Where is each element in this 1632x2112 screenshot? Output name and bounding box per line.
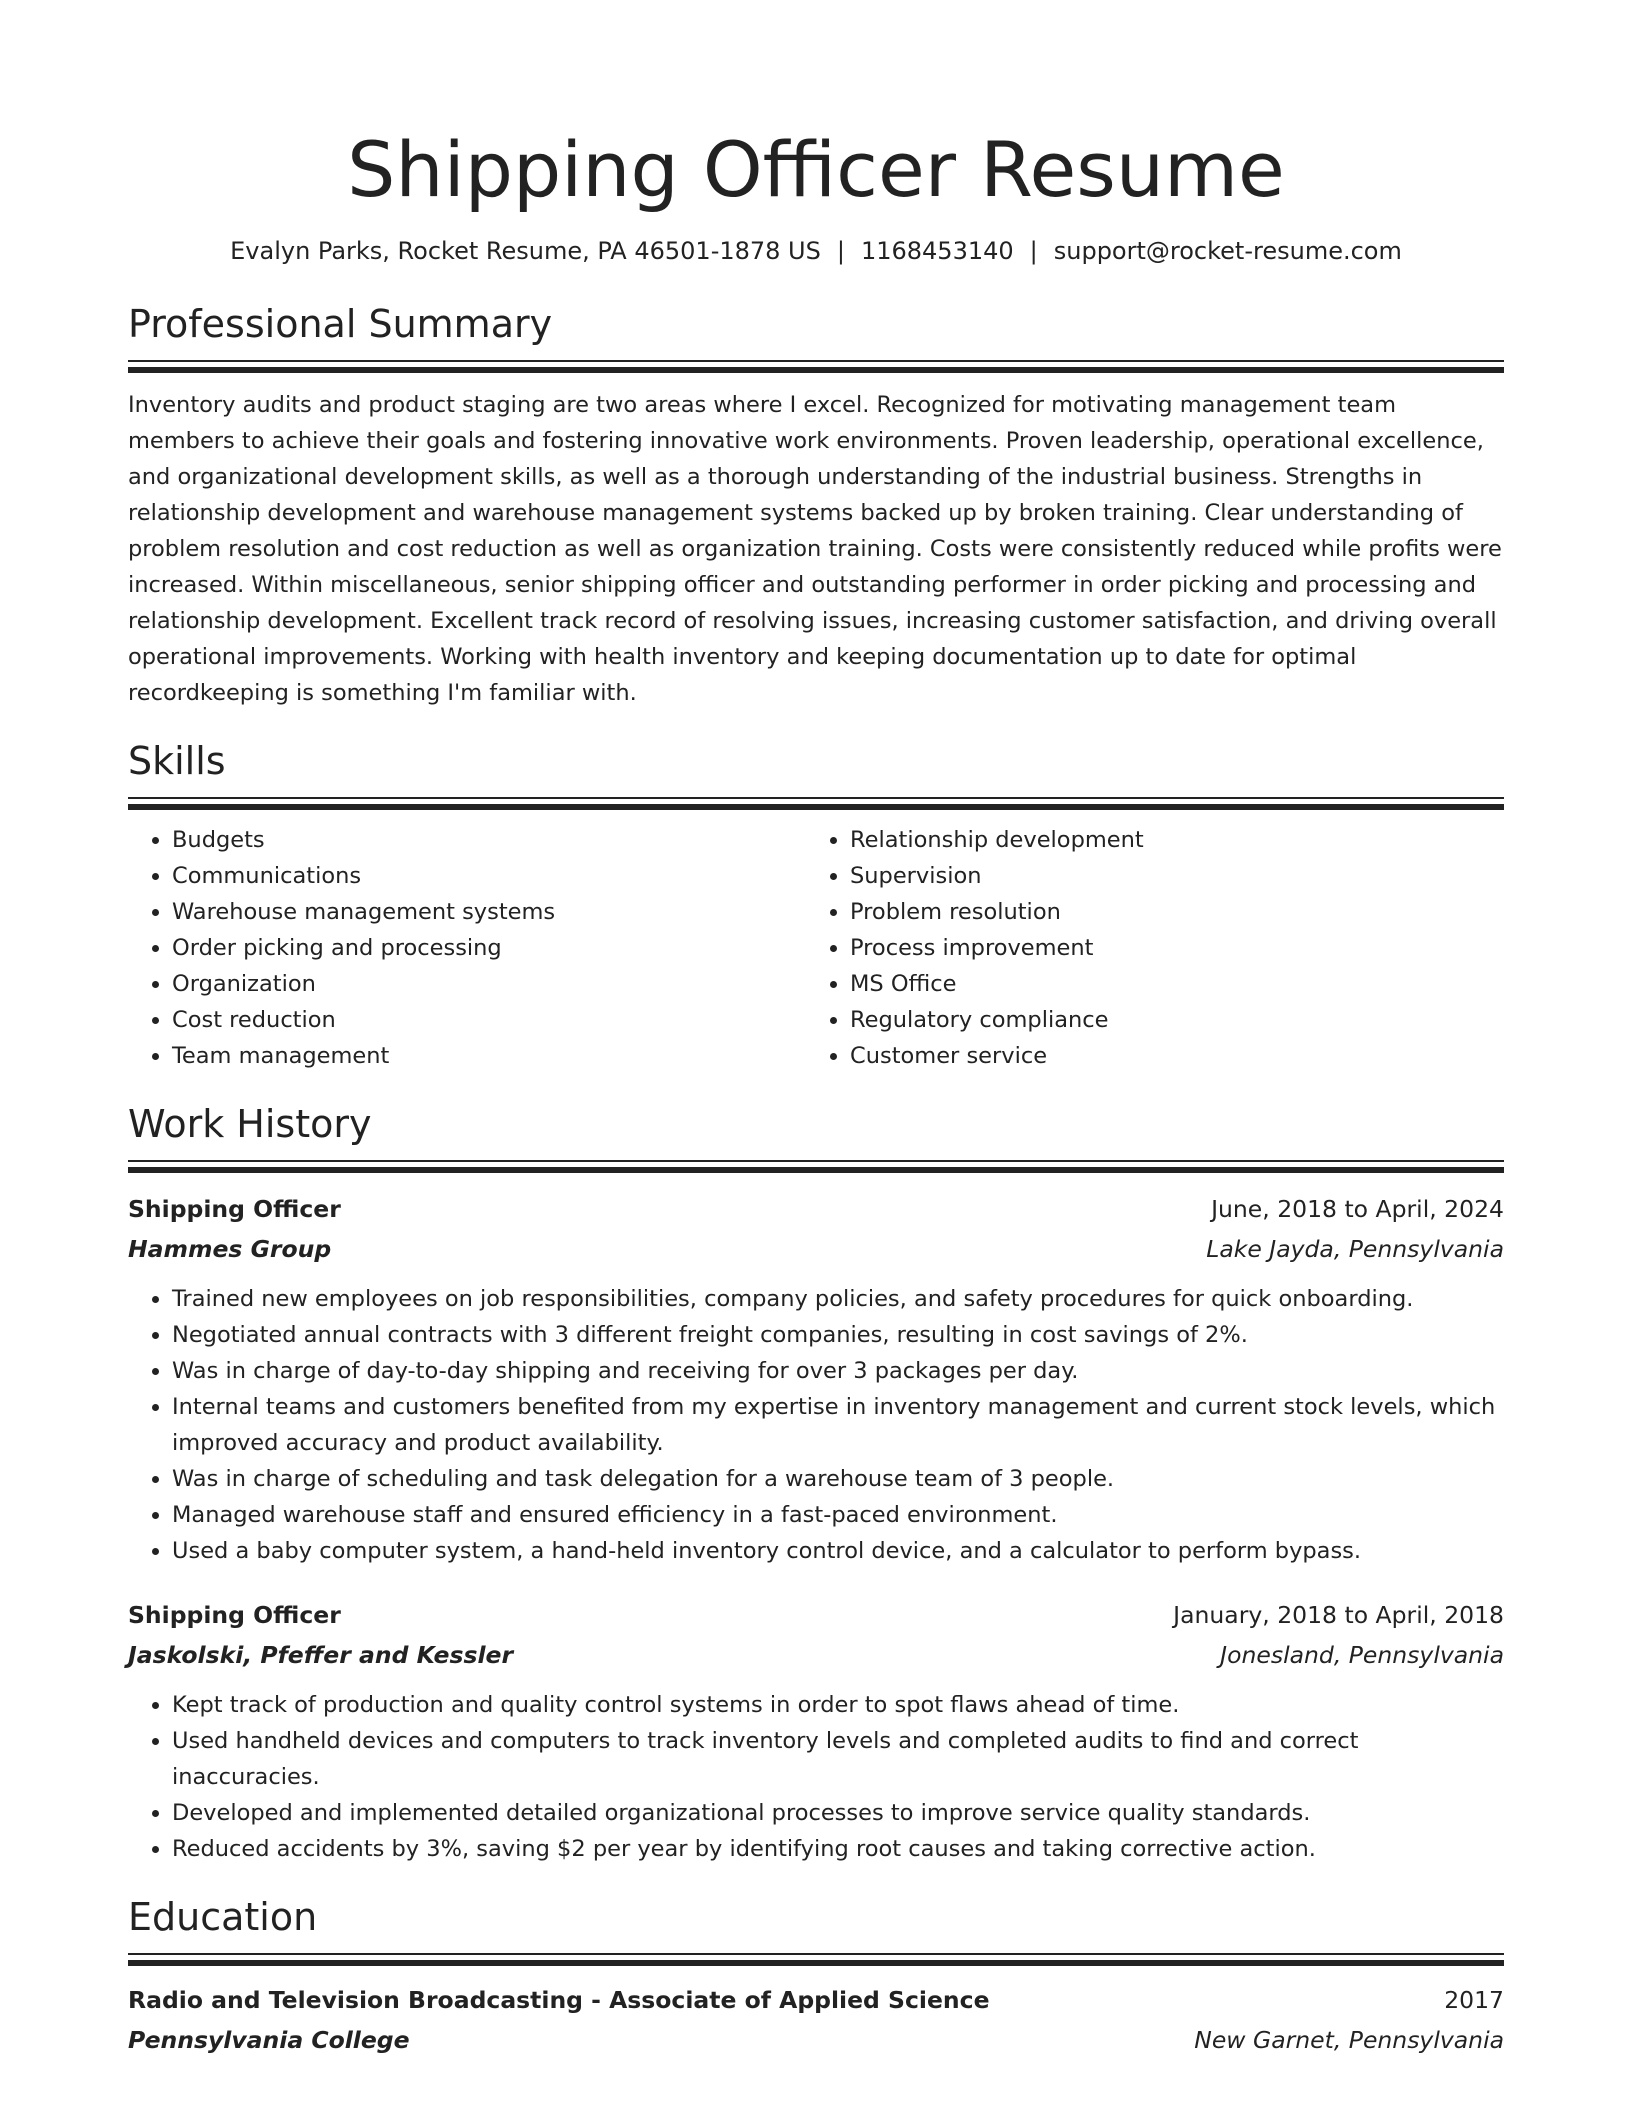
summary-text: Inventory audits and product staging are two areas where I excel. Recognized for motivating management team members to achieve their goals and fostering innovative work environments. Proven leadership, operational excellence, and organizational development skills, as well as a thorough understanding of the industrial business. Strengths in relationship development and warehouse management systems backed up by broken training. Clear understanding of problem resolution and cost reduction as well as organization training. Costs were consistently reduced while profits were increased. Within miscellaneous, senior shipping officer and outstanding performer in order picking and processing and relationship development. Excellent track record of resolving issues, increasing customer satisfaction, and driving overall operational improvements. Working with health inventory and keeping documentation up to date for optimal recordkeeping is something I'm familiar with. — [128, 392, 1502, 706]
job-bullet: • Reduced accidents by 3%, saving $2 per year by identifying root causes and taking corrective action. — [172, 1831, 1504, 1867]
job-title: Shipping Officer — [128, 1601, 341, 1629]
job-bullet: • Was in charge of day-to-day shipping and receiving for over 3 packages per day. — [172, 1353, 1504, 1389]
education-header — [128, 1980, 1504, 2020]
section-rule — [128, 360, 1504, 362]
skill-item: • Customer service — [850, 1038, 1484, 1074]
job-company: Jaskolski, Pfeffer and Kessler — [128, 1641, 514, 1669]
skill-item: • Warehouse management systems — [172, 894, 806, 930]
education-heading: Education — [128, 1895, 318, 1939]
skills-list-right — [806, 822, 1484, 1074]
job-dates: June, 2018 to April, 2024 — [1211, 1195, 1504, 1223]
skill-item: • Problem resolution — [850, 894, 1484, 930]
resume-title: Shipping Officer Resume — [347, 125, 1285, 214]
job-bullet: • Was in charge of scheduling and task delegation for a warehouse team of 3 people. — [172, 1461, 1504, 1497]
education-year: 2017 — [1444, 1986, 1504, 2014]
contact-line — [128, 234, 1504, 268]
skill-item: • Communications — [172, 858, 806, 894]
section-rule — [128, 1160, 1504, 1162]
skill-item: • Process improvement — [850, 930, 1484, 966]
skill-item: • MS Office — [850, 966, 1484, 1002]
skills-heading: Skills — [128, 739, 226, 783]
job-location: Jonesland, Pennsylvania — [1220, 1641, 1504, 1669]
job-bullets — [128, 1687, 1504, 1867]
summary-section — [128, 300, 1504, 711]
contact-address: Evalyn Parks, Rocket Resume, PA 46501-1878 US — [230, 237, 821, 265]
job-bullets — [128, 1281, 1504, 1569]
job-header — [128, 1189, 1504, 1229]
job-location: Lake Jayda, Pennsylvania — [1206, 1235, 1504, 1263]
job-bullet: • Managed warehouse staff and ensured efficiency in a fast-paced environment. — [172, 1497, 1504, 1533]
job-bullet: • Developed and implemented detailed organizational processes to improve service quality standards. — [172, 1795, 1504, 1831]
section-rule — [128, 1953, 1504, 1955]
education-section — [128, 1893, 1504, 2060]
section-rule — [128, 367, 1504, 373]
skills-list-left — [128, 822, 806, 1074]
education-subheader — [128, 2020, 1504, 2060]
skill-item: • Team management — [172, 1038, 806, 1074]
job-entry — [128, 1595, 1504, 1867]
skill-item: • Cost reduction — [172, 1002, 806, 1038]
job-bullet: • Negotiated annual contracts with 3 different freight companies, resulting in cost savings of 2%. — [172, 1317, 1504, 1353]
education-entry — [128, 1980, 1504, 2060]
job-bullet: • Internal teams and customers benefited from my expertise in inventory management and current stock levels, which improved accuracy and product availability. — [172, 1389, 1504, 1461]
job-dates: January, 2018 to April, 2018 — [1173, 1601, 1504, 1629]
skills-columns — [128, 822, 1504, 1074]
job-bullet: • Used a baby computer system, a hand-held inventory control device, and a calculator to perform bypass. — [172, 1533, 1504, 1569]
job-bullet: • Used handheld devices and computers to track inventory levels and completed audits to find and correct inaccuracies. — [172, 1723, 1504, 1795]
education-school: Pennsylvania College — [128, 2026, 410, 2054]
skill-item: • Supervision — [850, 858, 1484, 894]
education-degree: Radio and Television Broadcasting - Associate of Applied Science — [128, 1986, 990, 2014]
skill-item: • Budgets — [172, 822, 806, 858]
contact-email[interactable]: support@rocket-resume.com — [1053, 237, 1402, 265]
work-section — [128, 1100, 1504, 1867]
work-heading: Work History — [128, 1102, 372, 1146]
job-entry — [128, 1189, 1504, 1569]
section-rule — [128, 804, 1504, 810]
job-bullet: • Kept track of production and quality control systems in order to spot flaws ahead of time. — [172, 1687, 1504, 1723]
job-company: Hammes Group — [128, 1235, 332, 1263]
job-header — [128, 1595, 1504, 1635]
contact-phone: 1168453140 — [860, 237, 1014, 265]
section-rule — [128, 1960, 1504, 1966]
contact-separator: | — [836, 237, 845, 265]
skill-item: • Regulatory compliance — [850, 1002, 1484, 1038]
section-rule — [128, 797, 1504, 799]
skills-section — [128, 737, 1504, 1074]
section-rule — [128, 1167, 1504, 1173]
education-location: New Garnet, Pennsylvania — [1194, 2026, 1504, 2054]
resume-page — [128, 0, 1504, 2060]
contact-separator: | — [1029, 237, 1038, 265]
job-bullet: • Trained new employees on job responsibilities, company policies, and safety procedures for quick onboarding. — [172, 1281, 1504, 1317]
skill-item: • Order picking and processing — [172, 930, 806, 966]
job-subheader — [128, 1635, 1504, 1675]
skill-item: • Organization — [172, 966, 806, 1002]
skill-item: • Relationship development — [850, 822, 1484, 858]
job-subheader — [128, 1229, 1504, 1269]
summary-heading: Professional Summary — [128, 302, 553, 346]
job-title: Shipping Officer — [128, 1195, 341, 1223]
